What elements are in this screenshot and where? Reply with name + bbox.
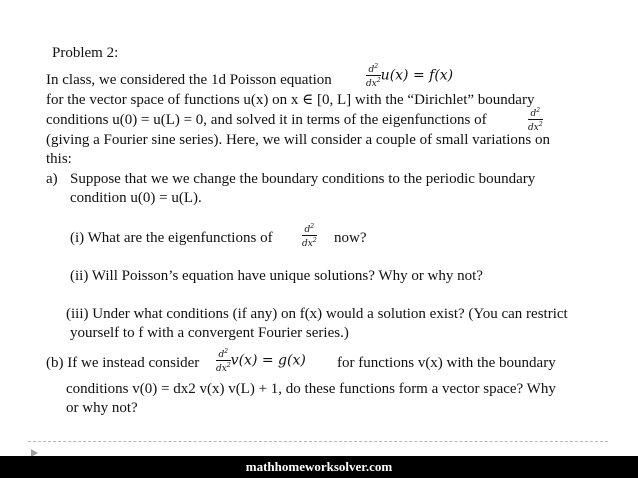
dashed-divider [28, 441, 608, 442]
part-a-q3-line-1: (iii) Under what conditions (if any) on f(x) would a solution exist? (You can restrict [66, 306, 568, 322]
intro-line-3: conditions u(0) = u(L) = 0, and solved it in terms of the eigenfunctions of [46, 112, 487, 128]
poisson-equation [366, 62, 453, 89]
footer-bar: mathhomeworksolver.com [0, 456, 638, 478]
g-equation: $\frac{d^2}{dx^2}$ v(x) = g(x) [216, 348, 306, 374]
part-a-line-1: Suppose that we we change the boundary conditions to the periodic boundary [70, 171, 536, 187]
part-a-q3-line-2: yourself to f with a convergent Fourier series.) [70, 325, 349, 341]
intro-line-1: In class, we considered the 1d Poisson equation [46, 72, 332, 88]
poisson-rhs: u(x) = f(x) [380, 67, 454, 84]
eigen-operator-1: $\frac{d^2}{dx^2}$ [528, 107, 543, 133]
part-b-line-1-after: for functions v(x) with the boundary [337, 355, 556, 371]
eigen-operator-2: $\frac{d^2}{dx^2}$ [302, 223, 317, 249]
intro-line-2: for the vector space of functions u(x) on x ∈ [0, L] with the “Dirichlet” boundary [46, 92, 535, 108]
part-a-line-2: condition u(0) = u(L). [70, 190, 202, 206]
g-rhs: v(x) = g(x) [230, 352, 306, 369]
intro-line-5: this: [46, 151, 72, 167]
part-a-q1-after: now? [334, 230, 367, 246]
part-b-line-2: conditions v(0) = dx2 v(x) v(L) + 1, do these functions form a vector space? Why [66, 381, 556, 397]
problem-title: Problem 2: [52, 45, 119, 61]
second-derivative-operator: $\frac{d^2}{dx^2}$ [366, 63, 381, 89]
part-b-line-3: or why not? [66, 400, 138, 416]
part-b-line-1-before: (b) If we instead consider [46, 355, 200, 371]
part-a-q1-before: (i) What are the eigenfunctions of [70, 230, 273, 246]
intro-line-4: (giving a Fourier sine series). Here, we will consider a couple of small variations on [46, 132, 551, 148]
part-a-q2: (ii) Will Poisson’s equation have unique solutions? Why or why not? [70, 268, 483, 284]
part-a-marker: a) [46, 171, 58, 187]
